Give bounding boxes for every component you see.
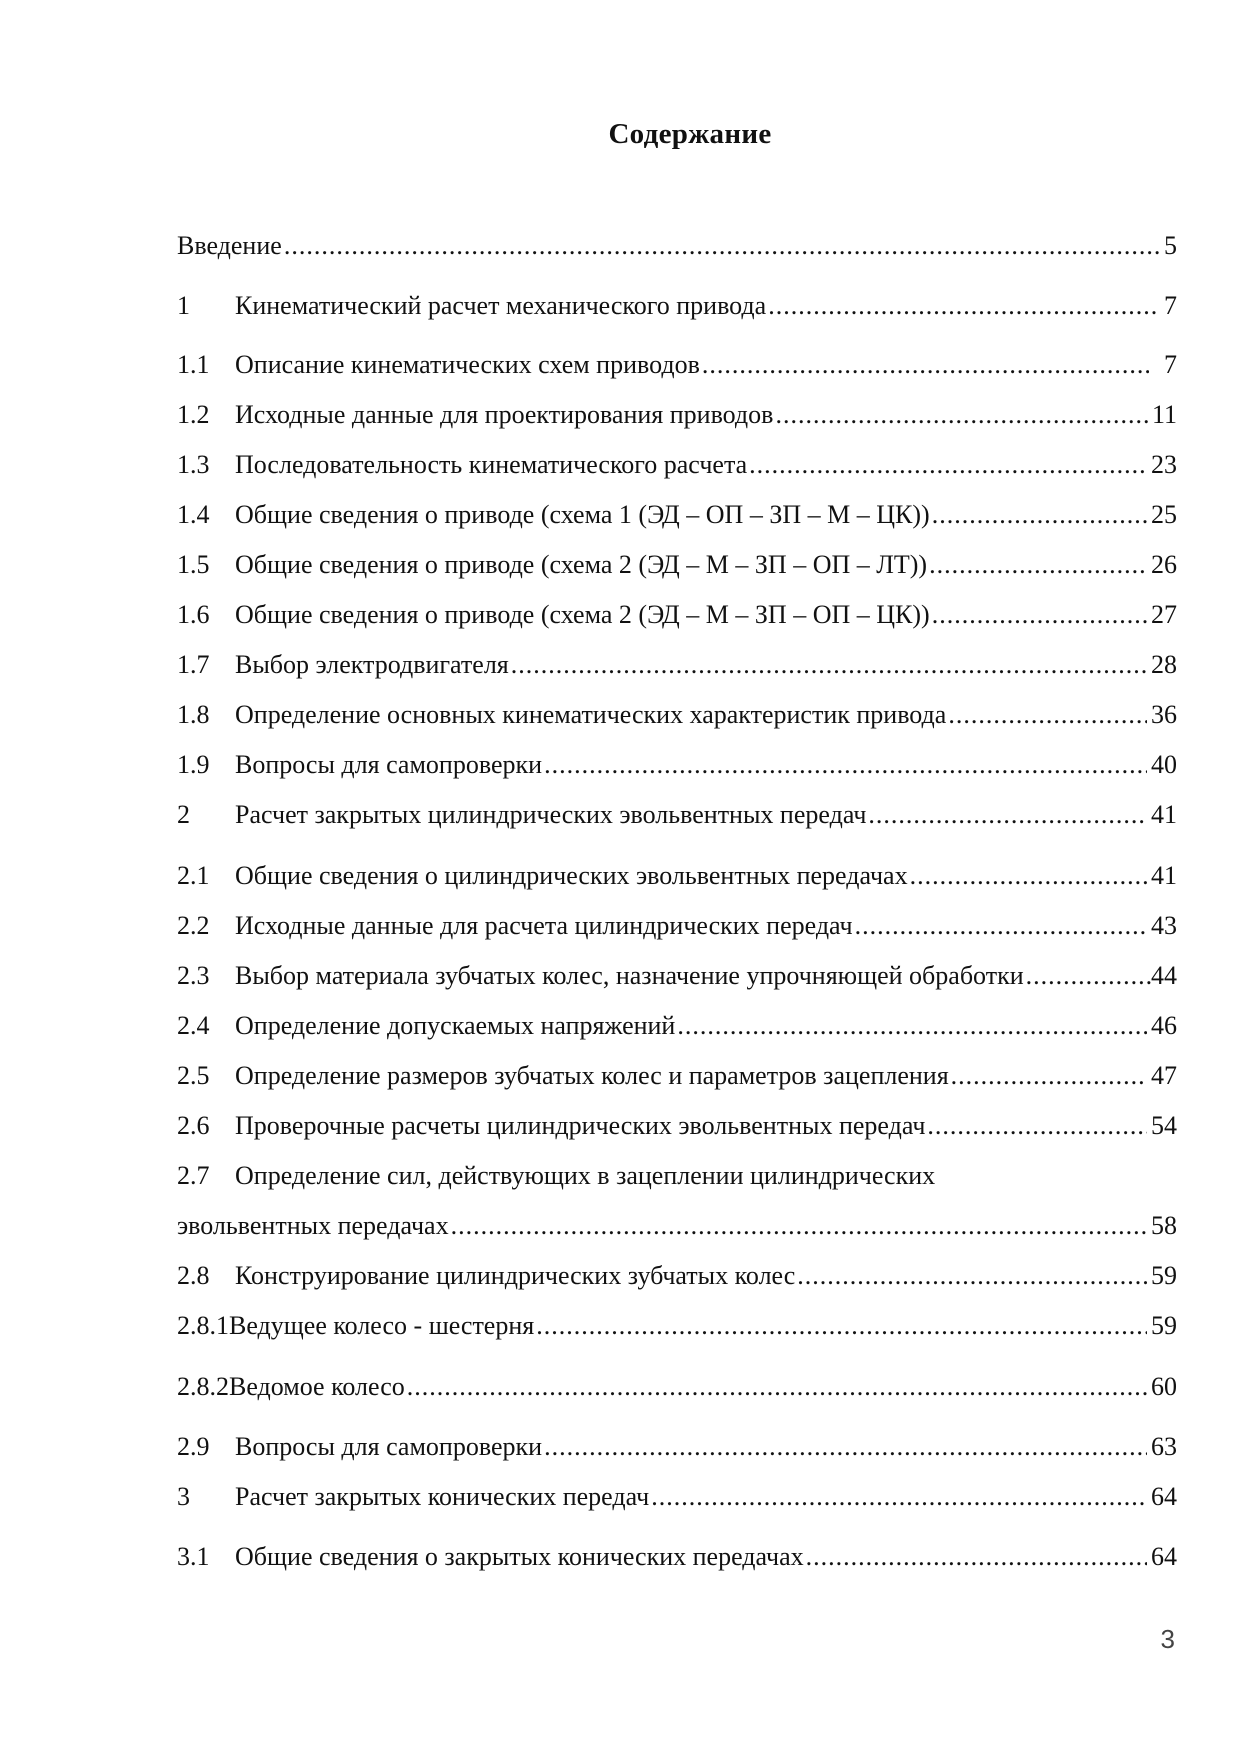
toc-entry-number: 1.6 — [177, 600, 210, 629]
toc-entry-page: 54 — [1151, 1111, 1177, 1140]
toc-entry-line-1[interactable] — [177, 1156, 1177, 1196]
toc-entry-number: 2.3 — [177, 961, 210, 990]
toc-entry-text: Ведущее колесо - шестерня — [229, 1311, 535, 1340]
toc-entry[interactable] — [177, 1056, 1177, 1096]
page-title: Содержание — [608, 118, 772, 150]
toc-entry-page: 58 — [1151, 1211, 1177, 1240]
toc-entry[interactable] — [177, 1306, 1177, 1346]
toc-entry-text: Конструирование цилиндрических зубчатых колес — [235, 1261, 796, 1290]
toc-entry-text: Кинематический расчет механического привода — [235, 291, 767, 320]
toc-entry[interactable] — [177, 445, 1177, 485]
toc-entry-number: 1.5 — [177, 550, 210, 579]
toc-entry[interactable] — [177, 1477, 1177, 1517]
toc-entry-number: 1.8 — [177, 700, 210, 729]
toc-entry-text: Описание кинематических схем приводов — [235, 350, 700, 379]
toc-entry-text: Исходные данные для проектирования приводов — [235, 400, 774, 429]
toc-entry-text: Определение основных кинематических характеристик привода — [235, 700, 947, 729]
toc-entry-page: 41 — [1151, 861, 1177, 890]
dot-leader — [677, 1006, 1147, 1046]
toc-entry-page: 60 — [1151, 1372, 1177, 1401]
toc-entry-number: 2.9 — [177, 1432, 210, 1461]
toc-entry-page: 59 — [1151, 1311, 1177, 1340]
toc-entry-page: 64 — [1151, 1542, 1177, 1571]
toc-entry-page: 63 — [1151, 1432, 1177, 1461]
toc-entry-text: Ведомое колесо — [229, 1372, 405, 1401]
toc-entry-page: 7 — [1164, 350, 1177, 379]
toc-entry[interactable] — [177, 645, 1177, 685]
toc-entry-number: 1.4 — [177, 500, 210, 529]
toc-entry[interactable] — [177, 1256, 1177, 1296]
toc-entry-page: 36 — [1151, 700, 1177, 729]
toc-entry-text: Определение размеров зубчатых колес и параметров зацепления — [235, 1061, 949, 1090]
toc-entry-text: Выбор электродвигателя — [235, 650, 509, 679]
dot-leader — [797, 1256, 1147, 1296]
dot-leader — [451, 1206, 1147, 1246]
toc-entry-text-continued: эвольвентных передачах — [177, 1211, 449, 1240]
toc-entry-text: Общие сведения о закрытых конических передачах — [235, 1542, 804, 1571]
toc-entry-number: 2.8 — [177, 1261, 210, 1290]
toc-entry[interactable] — [177, 495, 1177, 535]
toc-entry-page: 44 — [1151, 961, 1177, 990]
toc-entry-text: Проверочные расчеты цилиндрических эвольвентных передач — [235, 1111, 926, 1140]
toc-entry-page: 64 — [1151, 1482, 1177, 1511]
dot-leader — [910, 856, 1147, 896]
dot-leader — [868, 795, 1147, 835]
toc-entry[interactable] — [177, 345, 1177, 385]
toc-entry-page: 25 — [1151, 500, 1177, 529]
toc-entry-text: Общие сведения о приводе (схема 2 (ЭД – М – ЗП – ОП – ЦК)) — [235, 600, 930, 629]
toc-entry-text: Расчет закрытых цилиндрических эвольвентных передач — [235, 800, 867, 829]
dot-leader — [929, 545, 1147, 585]
toc-entry[interactable] — [177, 1367, 1177, 1407]
toc-entry-text: Вопросы для самопроверки — [235, 1432, 543, 1461]
toc-entry-number: 1.7 — [177, 650, 210, 679]
toc-entry-page: 28 — [1151, 650, 1177, 679]
toc-entry[interactable] — [177, 956, 1177, 996]
dot-leader — [544, 745, 1147, 785]
toc-entry-number: 2.8.2 — [177, 1372, 229, 1401]
dot-leader — [768, 286, 1159, 326]
toc-entry-page: 43 — [1151, 911, 1177, 940]
toc-entry-text: Исходные данные для расчета цилиндрических передач — [235, 911, 853, 940]
toc-entry-text: Введение — [177, 231, 282, 260]
toc-entry-number: 2.5 — [177, 1061, 210, 1090]
toc-entry-page: 41 — [1151, 800, 1177, 829]
toc-entry-text: Определение допускаемых напряжений — [235, 1011, 676, 1040]
toc-entry-page: 27 — [1151, 600, 1177, 629]
dot-leader — [284, 226, 1159, 266]
dot-leader — [407, 1367, 1147, 1407]
dot-leader — [775, 395, 1148, 435]
toc-entry-page: 59 — [1151, 1261, 1177, 1290]
toc-entry-page: 7 — [1164, 291, 1177, 320]
toc-entry-number: 2.2 — [177, 911, 210, 940]
toc-entry[interactable] — [177, 795, 1177, 835]
dot-leader — [932, 595, 1147, 635]
toc-entry-page: 11 — [1151, 400, 1177, 429]
toc-entry-number: 3.1 — [177, 1542, 210, 1571]
toc-entry[interactable] — [177, 545, 1177, 585]
page-number: 3 — [1160, 1624, 1175, 1654]
toc-entry[interactable] — [177, 695, 1177, 735]
toc-entry-number: 2.4 — [177, 1011, 210, 1040]
dot-leader — [1026, 956, 1151, 996]
dot-leader — [544, 1427, 1147, 1467]
dot-leader — [536, 1306, 1147, 1346]
toc-entry-number: 1.9 — [177, 750, 210, 779]
dot-leader — [511, 645, 1147, 685]
toc-entry-text: Определение сил, действующих в зацеплении цилиндрических — [235, 1161, 936, 1190]
toc-entry[interactable] — [177, 906, 1177, 946]
dot-leader — [702, 345, 1149, 385]
toc-entry-text: Общие сведения о цилиндрических эвольвентных передачах — [235, 861, 908, 890]
toc-entry[interactable] — [177, 1106, 1177, 1146]
toc-entry-number: 1 — [177, 291, 190, 320]
toc-entry[interactable] — [177, 395, 1177, 435]
toc-entry-page: 26 — [1151, 550, 1177, 579]
toc-entry-number: 2.6 — [177, 1111, 210, 1140]
dot-leader — [806, 1537, 1147, 1577]
toc-entry-number: 1.1 — [177, 350, 210, 379]
dot-leader — [951, 1056, 1147, 1096]
toc-entry[interactable] — [177, 1427, 1177, 1467]
toc-entry-text: Общие сведения о приводе (схема 1 (ЭД – ОП – ЗП – М – ЦК)) — [235, 500, 930, 529]
toc-entry[interactable] — [177, 1537, 1177, 1577]
toc-entry-number: 1.3 — [177, 450, 210, 479]
dot-leader — [927, 1106, 1147, 1146]
toc-entry[interactable] — [177, 286, 1177, 326]
toc-entry-page: 40 — [1151, 750, 1177, 779]
toc-entry-page: 46 — [1151, 1011, 1177, 1040]
toc-entry-number: 2.1 — [177, 861, 210, 890]
toc-entry-page: 5 — [1164, 231, 1177, 260]
toc-entry-text: Расчет закрытых конических передач — [235, 1482, 650, 1511]
toc-entry-text: Вопросы для самопроверки — [235, 750, 543, 779]
toc-entry-text: Последовательность кинематического расчета — [235, 450, 748, 479]
toc-entry-page: 47 — [1151, 1061, 1177, 1090]
toc-entry-text: Выбор материала зубчатых колес, назначение упрочняющей обработки — [235, 961, 1024, 990]
toc-entry-number: 2.8.1 — [177, 1311, 229, 1340]
dot-leader — [749, 445, 1147, 485]
toc-entry[interactable] — [177, 226, 1177, 266]
toc-entry[interactable] — [177, 856, 1177, 896]
toc-entry[interactable] — [177, 745, 1177, 785]
toc-entry-page: 23 — [1151, 450, 1177, 479]
dot-leader — [651, 1477, 1147, 1517]
toc-entry[interactable] — [177, 595, 1177, 635]
toc-entry-number: 1.2 — [177, 400, 210, 429]
dot-leader — [932, 495, 1147, 535]
toc-entry-line-2[interactable] — [177, 1206, 1177, 1246]
dot-leader — [948, 695, 1147, 735]
toc-entry-number: 2.7 — [177, 1161, 210, 1190]
dot-leader — [855, 906, 1147, 946]
toc-entry-number: 2 — [177, 800, 190, 829]
toc-entry-text: Общие сведения о приводе (схема 2 (ЭД – М – ЗП – ОП – ЛТ)) — [235, 550, 928, 579]
toc-entry[interactable] — [177, 1006, 1177, 1046]
toc-entry-number: 3 — [177, 1482, 190, 1511]
